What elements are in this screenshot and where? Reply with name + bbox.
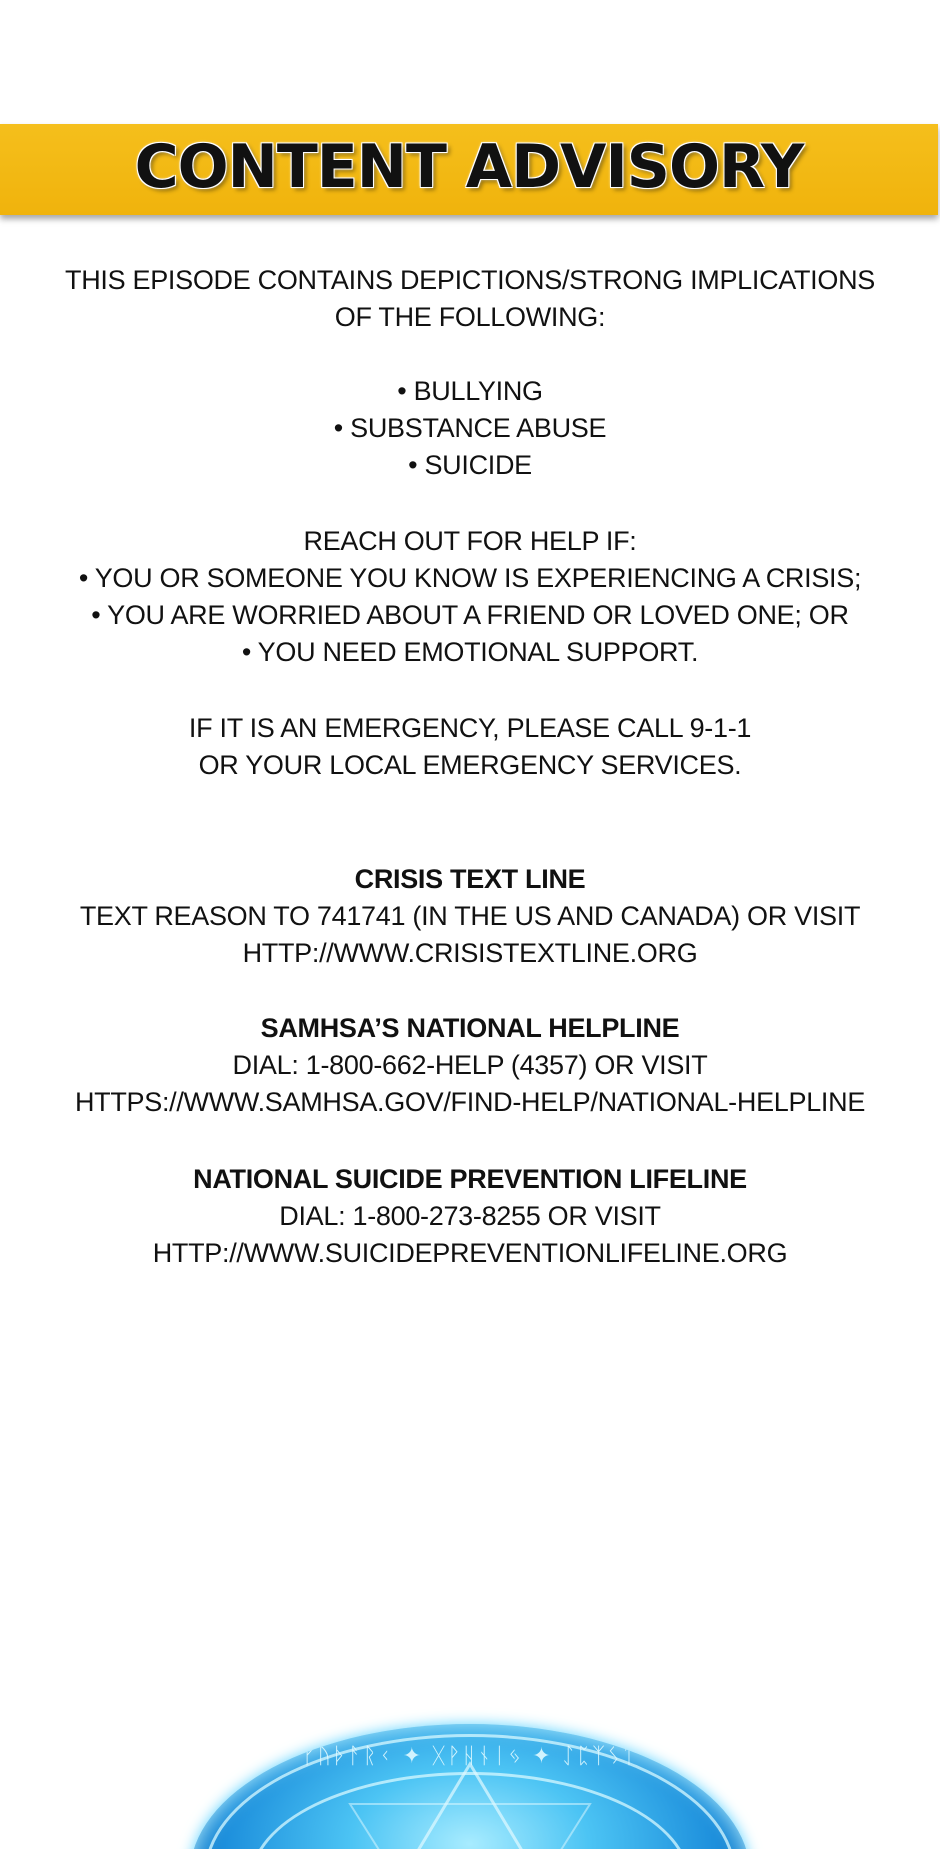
intro-line: THIS EPISODE CONTAINS DEPICTIONS/STRONG IMPLICATIONS — [65, 265, 875, 295]
topic-item: • SUICIDE — [408, 450, 532, 480]
emergency-notice — [0, 710, 940, 784]
intro-text — [0, 262, 940, 336]
reach-out-item: • YOU OR SOMEONE YOU KNOW IS EXPERIENCING A CRISIS; — [78, 563, 862, 593]
portal-star-icon — [190, 1724, 750, 1849]
resource-title: NATIONAL SUICIDE PREVENTION LIFELINE — [193, 1164, 747, 1194]
magic-circle-image — [190, 1724, 750, 1849]
topic-item: • BULLYING — [397, 376, 543, 406]
portal-runes-icon: ᚠᚢᚦᚨᚱᚲ ✦ ᚷᚹᚺᚾᛁᛃ ✦ ᛇᛈᛉᛊᛏ — [302, 1744, 638, 1769]
topic-item: • SUBSTANCE ABUSE — [333, 413, 607, 443]
resource-detail: TEXT REASON TO 741741 (IN THE US AND CANADA) OR VISIT — [79, 901, 861, 931]
reach-out-section — [0, 523, 940, 671]
resource-detail: DIAL: 1-800-273-8255 OR VISIT — [279, 1201, 661, 1231]
reach-out-item: • YOU NEED EMOTIONAL SUPPORT. — [241, 637, 699, 667]
resource-title: CRISIS TEXT LINE — [354, 864, 586, 894]
emergency-line: OR YOUR LOCAL EMERGENCY SERVICES. — [198, 750, 742, 780]
emergency-line: IF IT IS AN EMERGENCY, PLEASE CALL 9-1-1 — [188, 713, 752, 743]
resource-crisis-text-line — [0, 861, 940, 972]
resource-title: SAMHSA’S NATIONAL HELPLINE — [260, 1013, 680, 1043]
resource-link[interactable]: HTTPS://WWW.SAMHSA.GOV/FIND-HELP/NATIONAL-HELPLINE — [74, 1087, 866, 1117]
resource-link[interactable]: HTTP://WWW.CRISISTEXTLINE.ORG — [242, 938, 698, 968]
banner-title: CONTENT ADVISORY — [134, 131, 804, 202]
resource-link[interactable]: HTTP://WWW.SUICIDEPREVENTIONLIFELINE.ORG — [152, 1238, 788, 1268]
reach-out-item: • YOU ARE WORRIED ABOUT A FRIEND OR LOVED ONE; OR — [91, 600, 849, 630]
reach-out-heading: REACH OUT FOR HELP IF: — [303, 526, 637, 556]
resource-detail: DIAL: 1-800-662-HELP (4357) OR VISIT — [232, 1050, 708, 1080]
resource-suicide-lifeline — [0, 1161, 940, 1272]
advisory-banner — [0, 124, 938, 215]
intro-line: OF THE FOLLOWING: — [334, 302, 606, 332]
resource-samhsa-helpline — [0, 1010, 940, 1121]
topic-list — [0, 373, 940, 484]
